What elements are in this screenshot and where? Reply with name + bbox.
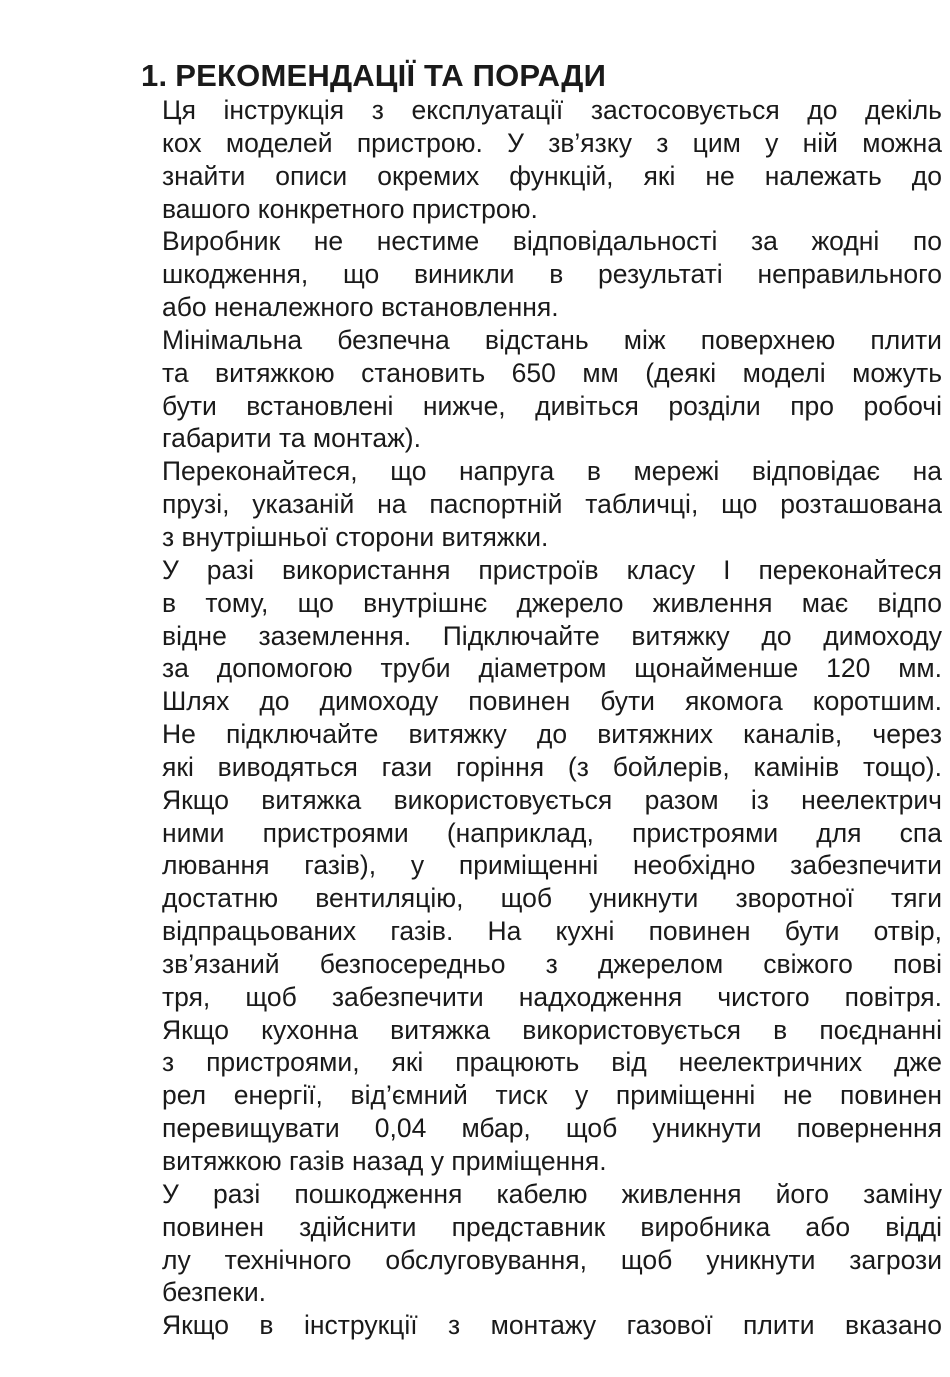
text-line: лу технічного обслуговування, щоб уникнути загрози — [162, 1244, 942, 1275]
text-line: Ця інструкція з експлуатації застосовується до декіль — [162, 95, 942, 125]
text-line: кох моделей пристрою. У зв’язку з цим у ній можна — [162, 127, 942, 158]
text-line: відне заземлення. Підключайте витяжку до димоходу — [162, 620, 942, 651]
text-line: в тому, що внутрішнє джерело живлення має відпо — [162, 587, 942, 618]
body-text — [162, 94, 942, 1342]
text-line: У разі пошкодження кабелю живлення його заміну — [162, 1178, 942, 1209]
text-line: відпрацьованих газів. На кухні повинен бути отвір, — [162, 916, 942, 947]
text-line: за допомогою труби діаметром щонайменше 120 мм. — [162, 653, 942, 684]
text-line: габарити та монтаж). — [162, 423, 421, 454]
text-line: або неналежного встановлення. — [162, 292, 559, 323]
text-line: Переконайтеся, що напруга в мережі відповідає на — [162, 456, 942, 487]
text-line: У разі використання пристроїв класу I переконайтеся — [162, 554, 942, 585]
text-line: Виробник не нестиме відповідальності за жодні по — [162, 226, 942, 257]
text-line: знайти описи окремих функцій, які не належать до — [162, 160, 942, 191]
text-line: та витяжкою становить 650 мм (деякі моделі можуть — [162, 357, 942, 388]
text-line: перевищувати 0,04 мбар, щоб уникнути повернення — [162, 1113, 942, 1144]
text-line: лювання газів), у приміщенні необхідно забезпечити — [162, 850, 942, 881]
text-line: Не підключайте витяжку до витяжних каналів, через — [162, 719, 942, 750]
text-line: прузі, указаній на паспортній табличці, що розташована — [162, 489, 942, 520]
text-line: бути встановлені нижче, дивіться розділи про робочі — [162, 390, 942, 421]
text-line: Якщо в інструкції з монтажу газової плити вказано — [162, 1310, 942, 1341]
text-line: достатню вентиляцію, щоб уникнути зворотної тяги — [162, 883, 942, 914]
text-line: вашого конкретного пристрою. — [162, 193, 538, 224]
text-line: які виводяться гази горіння (з бойлерів, камінів тощо). — [162, 751, 942, 782]
section-title: РЕКОМЕНДАЦІЇ ТА ПОРАДИ — [175, 58, 607, 93]
text-line: зв’язаний безпосередньо з джерелом свіжого пові — [162, 948, 942, 979]
section-number: 1. — [141, 58, 168, 93]
text-line: безпеки. — [162, 1277, 267, 1308]
text-line: шкодження, що виникли в результаті неправильного — [162, 259, 942, 290]
text-line: Шлях до димоходу повинен бути якомога коротшим. — [162, 686, 942, 717]
text-line: з пристроями, які працюють від неелектричних дже — [162, 1047, 942, 1078]
text-line: з внутрішньої сторони витяжки. — [162, 521, 549, 552]
text-line: рел енергії, від’ємний тиск у приміщенні не повинен — [162, 1080, 942, 1111]
text-line: Мінімальна безпечна відстань між поверхнею плити — [162, 324, 942, 355]
section-heading — [141, 57, 606, 95]
text-line: Якщо кухонна витяжка використовується в поєднанні — [162, 1014, 942, 1045]
text-line: витяжкою газів назад у приміщення. — [162, 1146, 607, 1176]
text-line: повинен здійснити представник виробника або відді — [162, 1211, 942, 1242]
text-line: ними пристроями (наприклад, пристроями для спа — [162, 817, 942, 848]
text-line: тря, щоб забезпечити надходження чистого повітря. — [162, 981, 942, 1012]
text-line: Якщо витяжка використовується разом із неелектрич — [162, 784, 942, 815]
